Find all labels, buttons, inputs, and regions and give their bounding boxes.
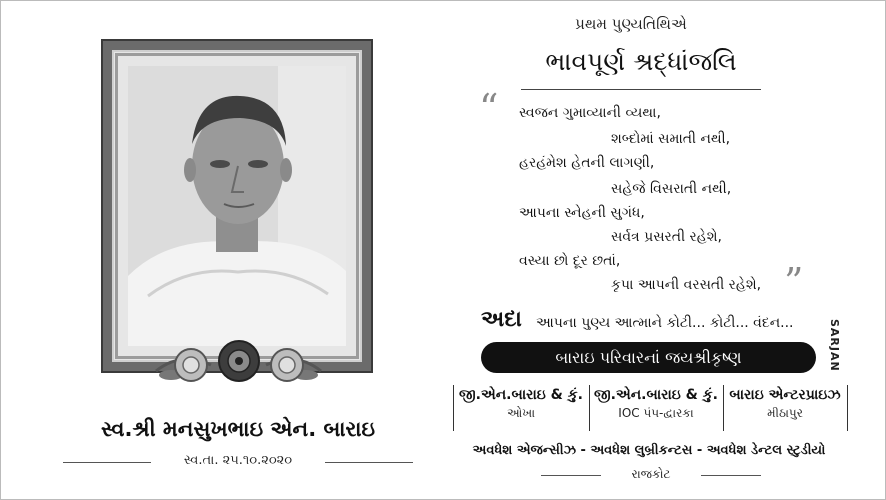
- portrait-photo: [128, 66, 346, 346]
- photo-frame: [103, 41, 371, 371]
- column-divider: [723, 385, 724, 431]
- divider-line: [325, 462, 413, 463]
- poem-line: કૃપા આપની વરસતી રહેશે,: [611, 277, 762, 293]
- deceased-name: સ્વ.શ્રી મનસુખભાઇ એન. બારાઇ: [101, 417, 375, 441]
- business-dwarka: [591, 387, 721, 431]
- business-place: મીઠાપુર: [767, 406, 803, 420]
- poem-line: સ્વજન ગુમાવ્યાની વ્યથા,: [519, 105, 661, 121]
- anniversary-subtitle: પ્રથમ પુણ્યતિથિએ: [575, 15, 687, 33]
- death-date: સ્વ.તા. ૨૫.૧૦.૨૦૨૦: [183, 453, 293, 468]
- business-mithapur: [725, 387, 845, 431]
- agencies-line: અવધેશ એજન્સીઝ - અવધેશ લુબ્રીકન્ટસ - અવધેશ ડેન્ટલ સ્ટુડીયો: [472, 443, 826, 458]
- poem-line: સહેજે વિસરાતી નથી,: [611, 181, 732, 197]
- business-name: જી.એન.બારાઇ & કું.: [459, 387, 583, 403]
- family-banner: બારાઇ પરિવારનાં જયશ્રીકૃષ્ણ: [481, 342, 816, 373]
- close-quote-icon: ”: [784, 260, 804, 304]
- ada-label: અદા: [481, 307, 522, 332]
- business-okha: [455, 387, 587, 431]
- business-place: ઓખા: [506, 406, 536, 420]
- title-underline: [521, 89, 761, 90]
- column-divider: [847, 385, 848, 431]
- tribute-message: આપના પુણ્ય આત્માને કોટી... કોટી... વંદન...: [536, 315, 794, 331]
- designer-credit: SARJAN: [828, 319, 841, 372]
- flower-decoration: [151, 331, 326, 391]
- tribute-title: ભાવપૂર્ણ શ્રદ્ધાંજલિ: [545, 47, 737, 76]
- poem-line: વસ્યા છો દૂર છતાં,: [519, 253, 621, 269]
- city-name: રાજકોટ: [631, 467, 671, 481]
- open-quote-icon: “: [479, 86, 499, 130]
- business-place: IOC પંપ-દ્વારકા: [618, 406, 694, 420]
- poem-line: શબ્દોમાં સમાતી નથી,: [611, 131, 731, 147]
- death-date-row: [63, 453, 413, 471]
- poem-line: સર્વત્ર પ્રસરતી રહેશે,: [611, 229, 722, 245]
- divider-line: [541, 475, 601, 476]
- divider-line: [701, 475, 761, 476]
- poem-line: આપના સ્નેહની સુગંધ,: [519, 205, 645, 221]
- business-name: બારાઇ એન્ટરપ્રાઇઝ: [729, 387, 841, 403]
- poem-line: હરહંમેશ હેતની લાગણી,: [519, 155, 655, 171]
- column-divider: [589, 385, 590, 431]
- column-divider: [453, 385, 454, 431]
- city-row: [541, 467, 761, 485]
- business-name: જી.એન.બારાઇ & કું.: [594, 387, 718, 403]
